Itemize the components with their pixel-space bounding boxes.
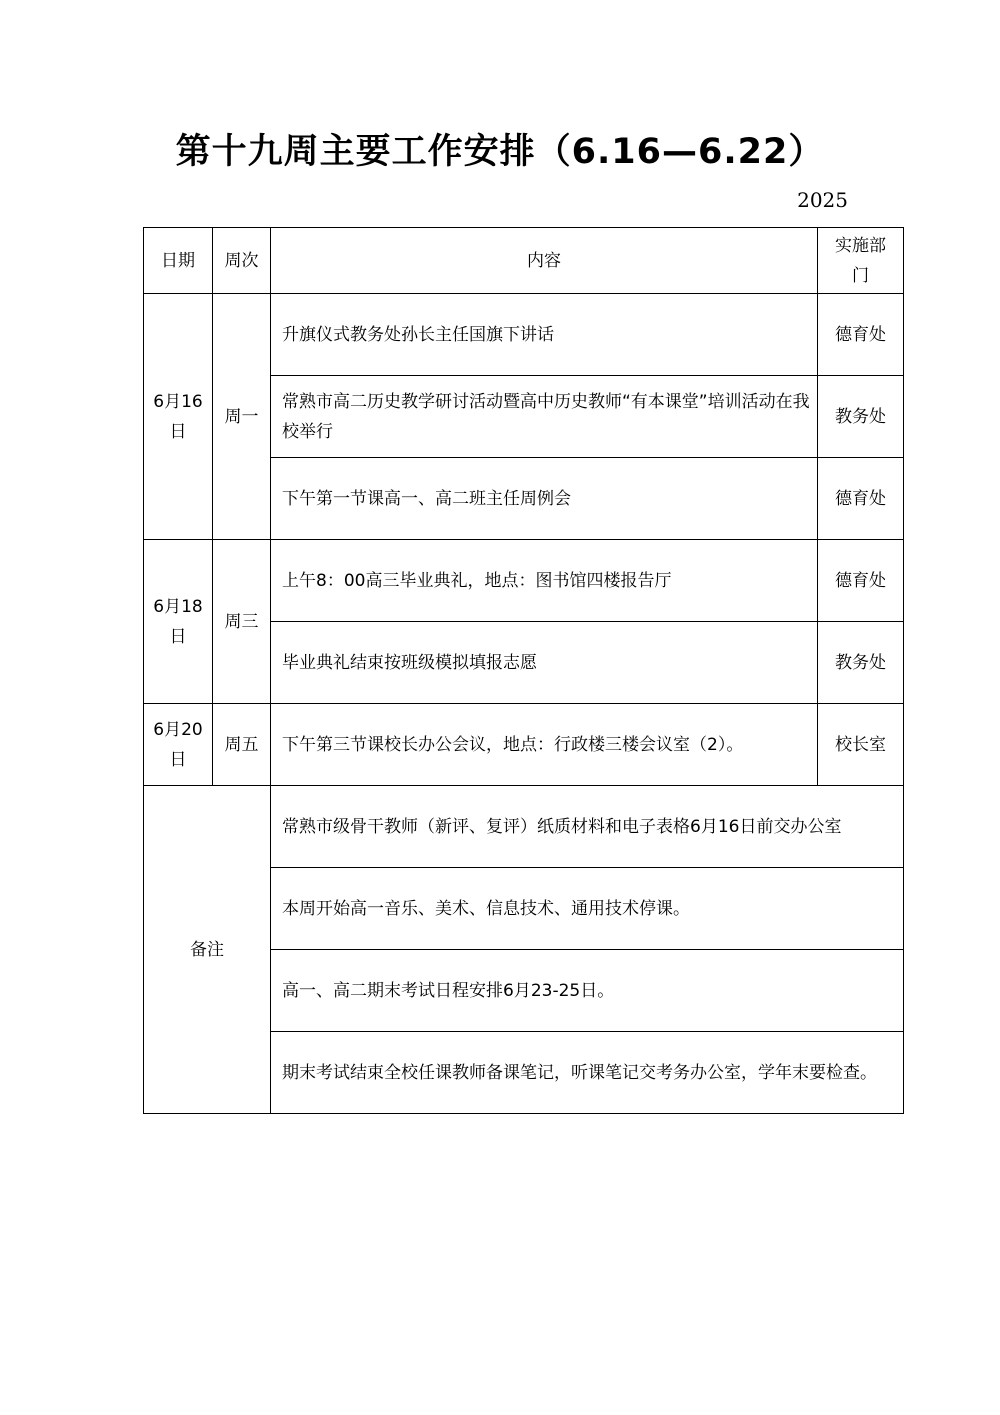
notes-row [144, 786, 904, 868]
weekday-cell: 周三 [213, 540, 271, 704]
content-cell: 常熟市高二历史教学研讨活动暨高中历史教师“有本课堂”培训活动在我校举行 [271, 376, 818, 458]
header-dept: 实施部门 [818, 228, 904, 294]
weekday-cell: 周一 [213, 294, 271, 540]
page-title: 第十九周主要工作安排（6.16—6.22） [175, 132, 825, 172]
notes-label: 备注 [144, 786, 271, 1114]
schedule-table [143, 227, 904, 1114]
table-row [144, 294, 904, 376]
content-cell: 下午第一节课高一、高二班主任周例会 [271, 458, 818, 540]
dept-cell: 教务处 [818, 376, 904, 458]
table-row [144, 704, 904, 786]
note-cell: 高一、高二期末考试日程安排6月23-25日。 [271, 950, 904, 1032]
weekday-cell: 周五 [213, 704, 271, 786]
date-cell: 6月16日 [144, 294, 213, 540]
note-cell: 常熟市级骨干教师（新评、复评）纸质材料和电子表格6月16日前交办公室 [271, 786, 904, 868]
note-cell: 期末考试结束全校任课教师备课笔记，听课笔记交考务办公室，学年末要检查。 [271, 1032, 904, 1114]
content-cell: 毕业典礼结束按班级模拟填报志愿 [271, 622, 818, 704]
content-cell: 升旗仪式教务处孙长主任国旗下讲话 [271, 294, 818, 376]
header-weekday: 周次 [213, 228, 271, 294]
content-cell: 下午第三节课校长办公会议，地点：行政楼三楼会议室（2）。 [271, 704, 818, 786]
table-header-row [144, 228, 904, 294]
content-cell: 上午8：00高三毕业典礼，地点：图书馆四楼报告厅 [271, 540, 818, 622]
header-date: 日期 [144, 228, 213, 294]
header-content: 内容 [271, 228, 818, 294]
dept-cell: 德育处 [818, 540, 904, 622]
date-cell: 6月18日 [144, 540, 213, 704]
year-label: 2025 [797, 188, 848, 212]
date-cell: 6月20日 [144, 704, 213, 786]
note-cell: 本周开始高一音乐、美术、信息技术、通用技术停课。 [271, 868, 904, 950]
dept-cell: 教务处 [818, 622, 904, 704]
dept-cell: 德育处 [818, 294, 904, 376]
dept-cell: 校长室 [818, 704, 904, 786]
dept-cell: 德育处 [818, 458, 904, 540]
table-row [144, 540, 904, 622]
